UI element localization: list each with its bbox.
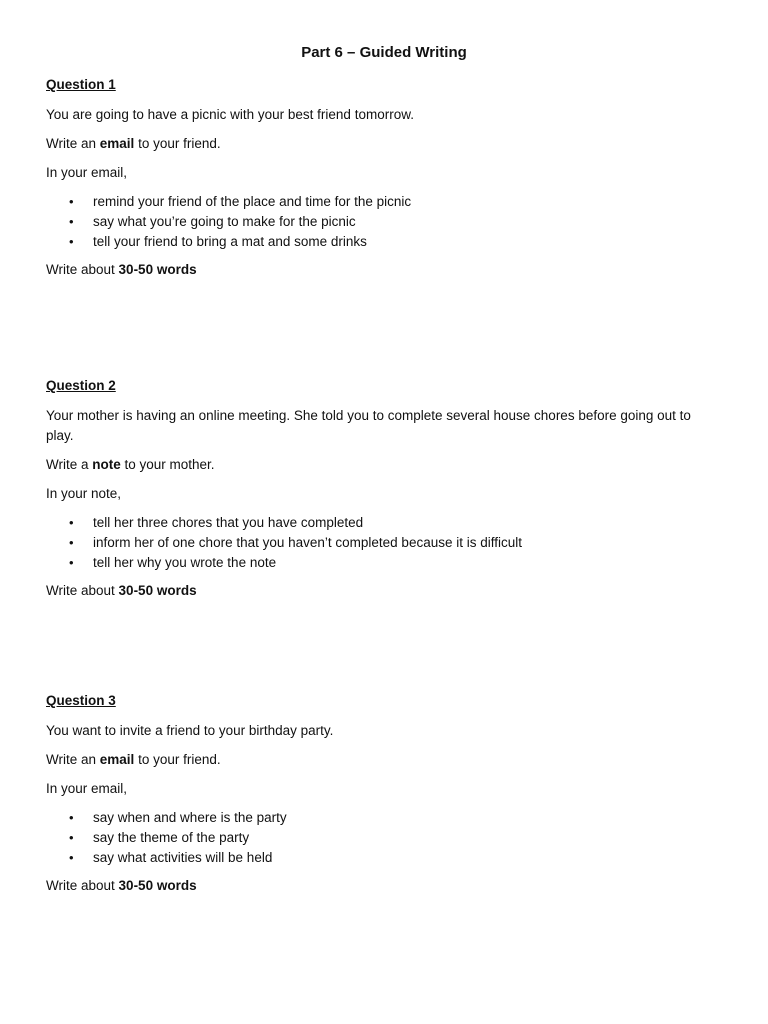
bullet-list — [46, 192, 722, 252]
task-prefix: Write an — [46, 136, 100, 151]
word-count-range: 30-50 words — [118, 262, 197, 277]
question-intro: Your mother is having an online meeting. She told you to complete several house chores before going out to play. — [46, 408, 691, 443]
task-suffix: to your mother. — [120, 457, 215, 472]
task-type: email — [99, 136, 135, 151]
bullet-list — [46, 513, 722, 573]
question-lead: In your email, — [46, 781, 128, 796]
word-count-range: 30-50 words — [118, 583, 197, 598]
list-item — [46, 848, 722, 868]
question-task — [46, 750, 722, 770]
task-suffix: to your friend. — [134, 136, 221, 151]
list-item — [46, 513, 722, 533]
bullet-icon: • — [69, 515, 74, 530]
question-heading: Question 3 — [46, 693, 116, 708]
word-count-instruction — [46, 876, 722, 896]
page-title: Part 6 – Guided Writing — [301, 44, 467, 61]
list-item-text: inform her of one chore that you haven’t completed because it is difficult — [93, 535, 522, 550]
question-2 — [46, 376, 722, 610]
word-count-instruction — [46, 581, 722, 601]
bullet-icon: • — [69, 810, 74, 825]
list-item — [46, 212, 722, 232]
bullet-icon: • — [69, 830, 74, 845]
list-item-text: say when and where is the party — [93, 810, 287, 825]
list-item — [46, 192, 722, 212]
question-heading: Question 2 — [46, 378, 116, 393]
task-type: note — [92, 457, 121, 472]
task-type: email — [99, 752, 135, 767]
question-task — [46, 134, 722, 154]
question-lead: In your email, — [46, 165, 128, 180]
list-item-text: tell your friend to bring a mat and some drinks — [93, 234, 367, 249]
question-intro: You are going to have a picnic with your best friend tomorrow. — [46, 107, 414, 122]
list-item-text: remind your friend of the place and time for the picnic — [93, 194, 412, 209]
question-lead: In your note, — [46, 486, 122, 501]
bullet-list — [46, 808, 722, 868]
list-item — [46, 828, 722, 848]
bullet-icon: • — [69, 535, 74, 550]
task-prefix: Write a — [46, 457, 93, 472]
word-count-instruction — [46, 260, 722, 280]
list-item — [46, 232, 722, 252]
word-count-prefix: Write about — [46, 878, 119, 893]
bullet-icon: • — [69, 234, 74, 249]
bullet-icon: • — [69, 194, 74, 209]
list-item — [46, 553, 722, 573]
list-item — [46, 533, 722, 553]
list-item-text: say what you’re going to make for the picnic — [93, 214, 356, 229]
list-item-text: tell her why you wrote the note — [93, 555, 277, 570]
list-item-text: say the theme of the party — [93, 830, 250, 845]
question-heading: Question 1 — [46, 77, 116, 92]
task-prefix: Write an — [46, 752, 100, 767]
list-item — [46, 808, 722, 828]
word-count-range: 30-50 words — [118, 878, 197, 893]
bullet-icon: • — [69, 214, 74, 229]
word-count-prefix: Write about — [46, 583, 119, 598]
bullet-icon: • — [69, 555, 74, 570]
word-count-prefix: Write about — [46, 262, 119, 277]
question-3 — [46, 691, 722, 905]
question-task — [46, 455, 722, 475]
question-intro: You want to invite a friend to your birthday party. — [46, 723, 334, 738]
list-item-text: say what activities will be held — [93, 850, 273, 865]
list-item-text: tell her three chores that you have completed — [93, 515, 364, 530]
question-1 — [46, 75, 722, 289]
task-suffix: to your friend. — [134, 752, 221, 767]
bullet-icon: • — [69, 850, 74, 865]
